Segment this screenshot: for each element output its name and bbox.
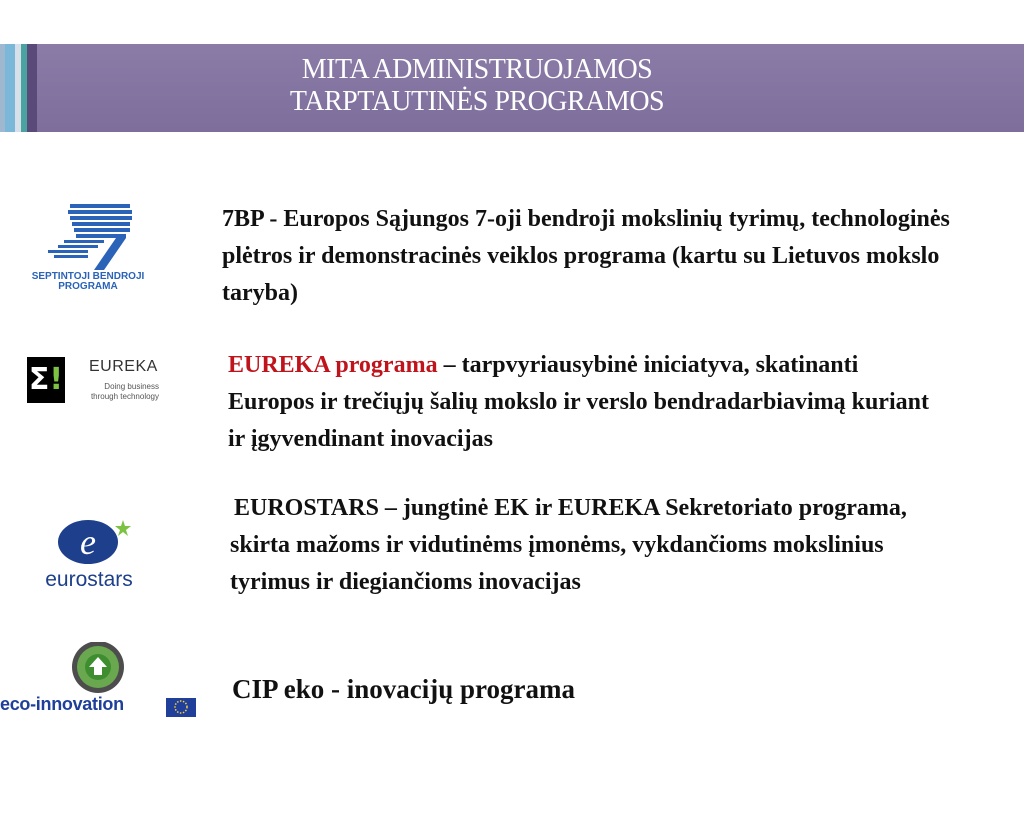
- item-fp7-text: 7BP - Europos Sąjungos 7-oji bendroji mokslinių tyrimų, technologinės plėtros ir demonstracinės veiklos programa (kartu su Lietuvos mokslo taryba): [222, 206, 950, 306]
- item-eureka-text: [228, 347, 948, 458]
- svg-text:e: e: [80, 522, 96, 562]
- header-stripes: [0, 44, 40, 132]
- eureka-tagline-2: through technology: [90, 392, 159, 401]
- eureka-logo-name: EUREKA: [89, 358, 158, 375]
- item-eurostars-text: EUROSTARS – jungtinė EK ir EUREKA Sekretoriato programa, skirta mažoms ir vidutinėms įmonėms, vykdančioms mokslinius tyrimus ir diegiančioms inovacijas: [230, 495, 907, 595]
- eco-innovation-logo-name: eco-innovation: [0, 694, 124, 714]
- eureka-highlight: EUREKA programa: [228, 352, 438, 378]
- eurostars-logo: [30, 518, 148, 598]
- header-bar: [37, 44, 1024, 132]
- eureka-tagline-1: Doing business: [104, 382, 159, 391]
- fp7-logo-text-1: SEPTINTOJI BENDROJI: [31, 271, 145, 282]
- eureka-description: – tarpvyriausybinė iniciatyva, skatinanti Europos ir trečiųjų šalių mokslo ir verslo bendradarbiavimą kuriant ir įgyvendinant inovacijas: [228, 352, 929, 452]
- title-line-1: MITA ADMINISTRUOJAMOS: [301, 54, 653, 85]
- eureka-logo: [27, 352, 162, 407]
- eureka-sigma-icon: Σ!: [27, 357, 65, 403]
- title-line-2: TARPTAUTINĖS PROGRAMOS: [289, 86, 665, 117]
- eurostars-logo-name: eurostars: [45, 568, 133, 591]
- fp7-logo: [28, 200, 148, 295]
- eco-innovation-logo: [0, 642, 200, 722]
- fp7-logo-text-2: PROGRAMA: [58, 281, 118, 292]
- slide-title: [37, 54, 917, 118]
- item-eco-innovation-text: CIP eko - inovacijų programa: [232, 674, 575, 704]
